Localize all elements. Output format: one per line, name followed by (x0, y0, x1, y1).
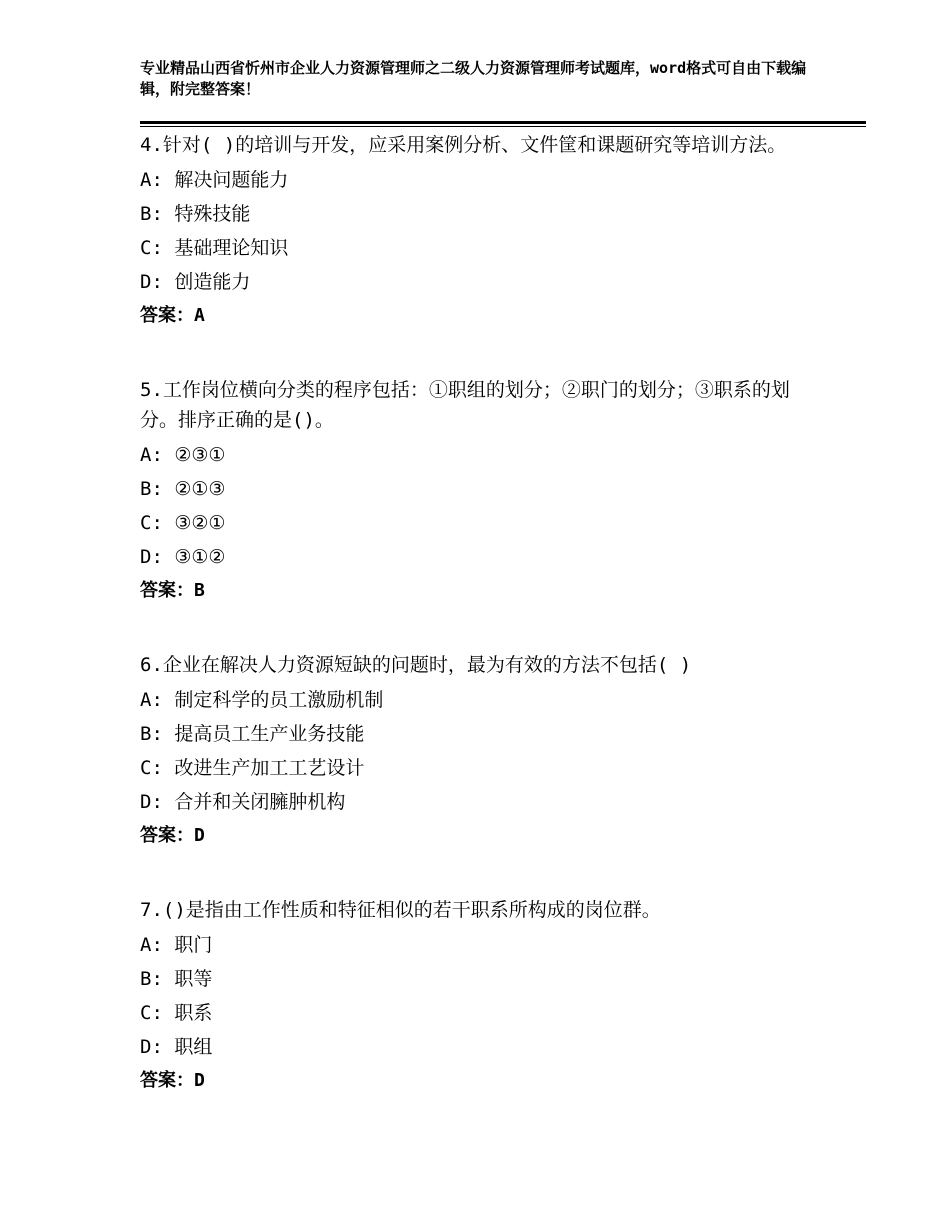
question-6 (140, 648, 820, 853)
option-a: A: 解决问题能力 (140, 169, 289, 191)
option-b: B: 特殊技能 (140, 203, 251, 225)
option-b: B: ②①③ (140, 478, 226, 500)
option-a: A: ②③① (140, 444, 226, 466)
option-c: C: 基础理论知识 (140, 237, 289, 259)
header-rule-thin (140, 126, 866, 127)
option-a: A: 职门 (140, 934, 213, 956)
question-stem: 6.企业在解决人力资源短缺的问题时，最为有效的方法不包括( ) (140, 654, 692, 676)
option-a: A: 制定科学的员工激励机制 (140, 689, 384, 711)
question-list (140, 128, 820, 1138)
option-c: C: 改进生产加工工艺设计 (140, 757, 365, 779)
answer: 答案：D (140, 825, 205, 846)
question-5 (140, 373, 820, 608)
option-d: D: 职组 (140, 1036, 213, 1058)
option-d: D: 创造能力 (140, 271, 251, 293)
answer: 答案：A (140, 305, 205, 326)
question-stem: 4.针对( )的培训与开发，应采用案例分析、文件筐和课题研究等培训方法。 (140, 134, 787, 156)
answer: 答案：B (140, 580, 205, 601)
question-4 (140, 128, 820, 333)
answer: 答案：D (140, 1070, 205, 1091)
option-c: C: ③②① (140, 512, 226, 534)
option-d: D: ③①② (140, 546, 226, 568)
option-b: B: 提高员工生产业务技能 (140, 723, 365, 745)
question-7 (140, 893, 820, 1098)
option-b: B: 职等 (140, 968, 213, 990)
question-stem: 7.()是指由工作性质和特征相似的若干职系所构成的岗位群。 (140, 899, 661, 921)
document-header: 专业精品山西省忻州市企业人力资源管理师之二级人力资源管理师考试题库，word格式可自由下载编辑，附完整答案！ (140, 59, 807, 98)
option-c: C: 职系 (140, 1002, 213, 1024)
question-stem: 5.工作岗位横向分类的程序包括：①职组的划分；②职门的划分；③职系的划分。排序正确的是()。 (140, 379, 790, 431)
option-d: D: 合并和关闭臃肿机构 (140, 791, 346, 813)
header-rule-thick (140, 121, 866, 124)
